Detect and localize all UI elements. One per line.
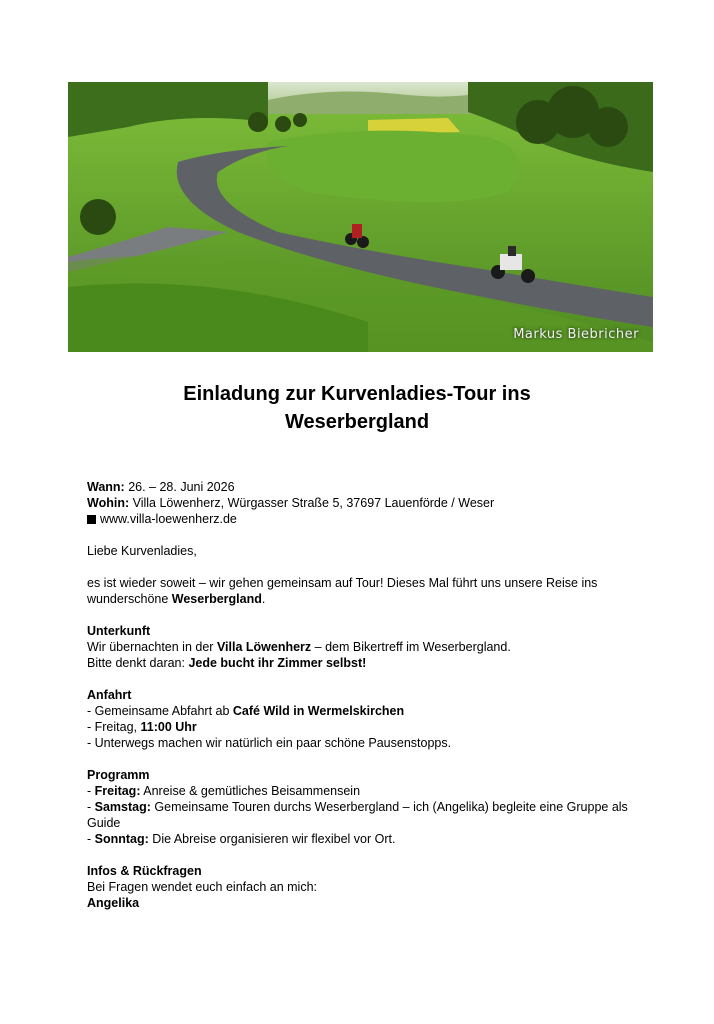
unterkunft-l1-pre: Wir übernachten in der xyxy=(87,640,217,654)
infos-text: Bei Fragen wendet euch einfach an mich: xyxy=(87,880,317,894)
photo-credit: Markus Biebricher xyxy=(513,327,639,342)
unterkunft-line-1 xyxy=(87,639,647,655)
unterkunft-l2-bold: Jede bucht ihr Zimmer selbst! xyxy=(188,656,367,670)
unterkunft-line-2 xyxy=(87,655,647,671)
anfahrt-item-1 xyxy=(87,703,647,719)
page-title xyxy=(0,380,714,436)
intro-end: . xyxy=(261,592,266,606)
where-line xyxy=(87,495,647,511)
programm-saturday xyxy=(87,799,647,831)
programm-heading xyxy=(87,767,647,783)
programm-friday xyxy=(87,783,647,799)
where-label: Wohin: xyxy=(87,496,130,510)
website-line xyxy=(87,511,647,527)
greeting: Liebe Kurvenladies, xyxy=(87,544,197,558)
anfahrt-i1-bold: Café Wild in Wermelskirchen xyxy=(232,704,405,718)
unterkunft-heading xyxy=(87,623,647,639)
unterkunft-l2-pre: Bitte denkt daran: xyxy=(87,656,189,670)
where-value: Villa Löwenherz, Würgasser Straße 5, 37697 Lauenförde / Weser xyxy=(129,496,495,510)
unterkunft-l1-bold: Villa Löwenherz xyxy=(216,640,312,654)
infos-heading-text: Infos & Rückfragen xyxy=(87,864,202,878)
programm-sa-pre: - xyxy=(87,800,95,814)
infos-heading xyxy=(87,863,647,879)
programm-heading-text: Programm xyxy=(87,768,150,782)
infos-name-text: Angelika xyxy=(87,896,140,910)
unterkunft-l1-post: – dem Bikertreff im Weserbergland. xyxy=(311,640,511,654)
infos-name xyxy=(87,895,647,911)
anfahrt-i2-pre: - Freitag, xyxy=(87,720,141,734)
anfahrt-heading-text: Anfahrt xyxy=(87,688,132,702)
title-line-1: Einladung zur Kurvenladies-Tour ins xyxy=(183,383,531,405)
programm-so-bold: Sonntag: xyxy=(94,832,149,846)
landscape-illustration xyxy=(68,82,653,352)
programm-fr-pre: - xyxy=(87,784,95,798)
programm-so-pre: - xyxy=(87,832,95,846)
anfahrt-i1-pre: - Gemeinsame Abfahrt ab xyxy=(87,704,233,718)
programm-sunday xyxy=(87,831,647,847)
website-link[interactable]: www.villa-loewenherz.de xyxy=(100,512,237,526)
unterkunft-heading-text: Unterkunft xyxy=(87,624,151,638)
title-line-2: Weserbergland xyxy=(284,411,430,433)
programm-fr-text: Anreise & gemütliches Beisammensein xyxy=(140,784,361,798)
anfahrt-item-2 xyxy=(87,719,647,735)
intro-text: es ist wieder soweit – wir gehen gemeinsam auf Tour! Dieses Mal führt uns unsere Reise ins wunderschöne xyxy=(87,576,598,606)
programm-sa-text: Gemeinsame Touren durchs Weserbergland – ich (Angelika) begleite eine Gruppe als Guide xyxy=(87,800,628,830)
hero-image xyxy=(68,82,653,352)
invitation-body xyxy=(87,479,647,911)
when-value: 26. – 28. Juni 2026 xyxy=(124,480,235,494)
programm-so-text: Die Abreise organisieren wir flexibel vor Ort. xyxy=(148,832,396,846)
programm-sa-bold: Samstag: xyxy=(94,800,151,814)
when-line xyxy=(87,479,647,495)
when-label: Wann: xyxy=(87,480,125,494)
anfahrt-i2-bold: 11:00 Uhr xyxy=(140,720,197,734)
square-bullet-icon xyxy=(87,515,96,524)
anfahrt-item-3: - Unterwegs machen wir natürlich ein paar schöne Pausenstopps. xyxy=(87,736,452,750)
intro-paragraph xyxy=(87,575,647,607)
anfahrt-heading xyxy=(87,687,647,703)
intro-bold: Weserbergland xyxy=(171,592,262,606)
programm-fr-bold: Freitag: xyxy=(94,784,141,798)
